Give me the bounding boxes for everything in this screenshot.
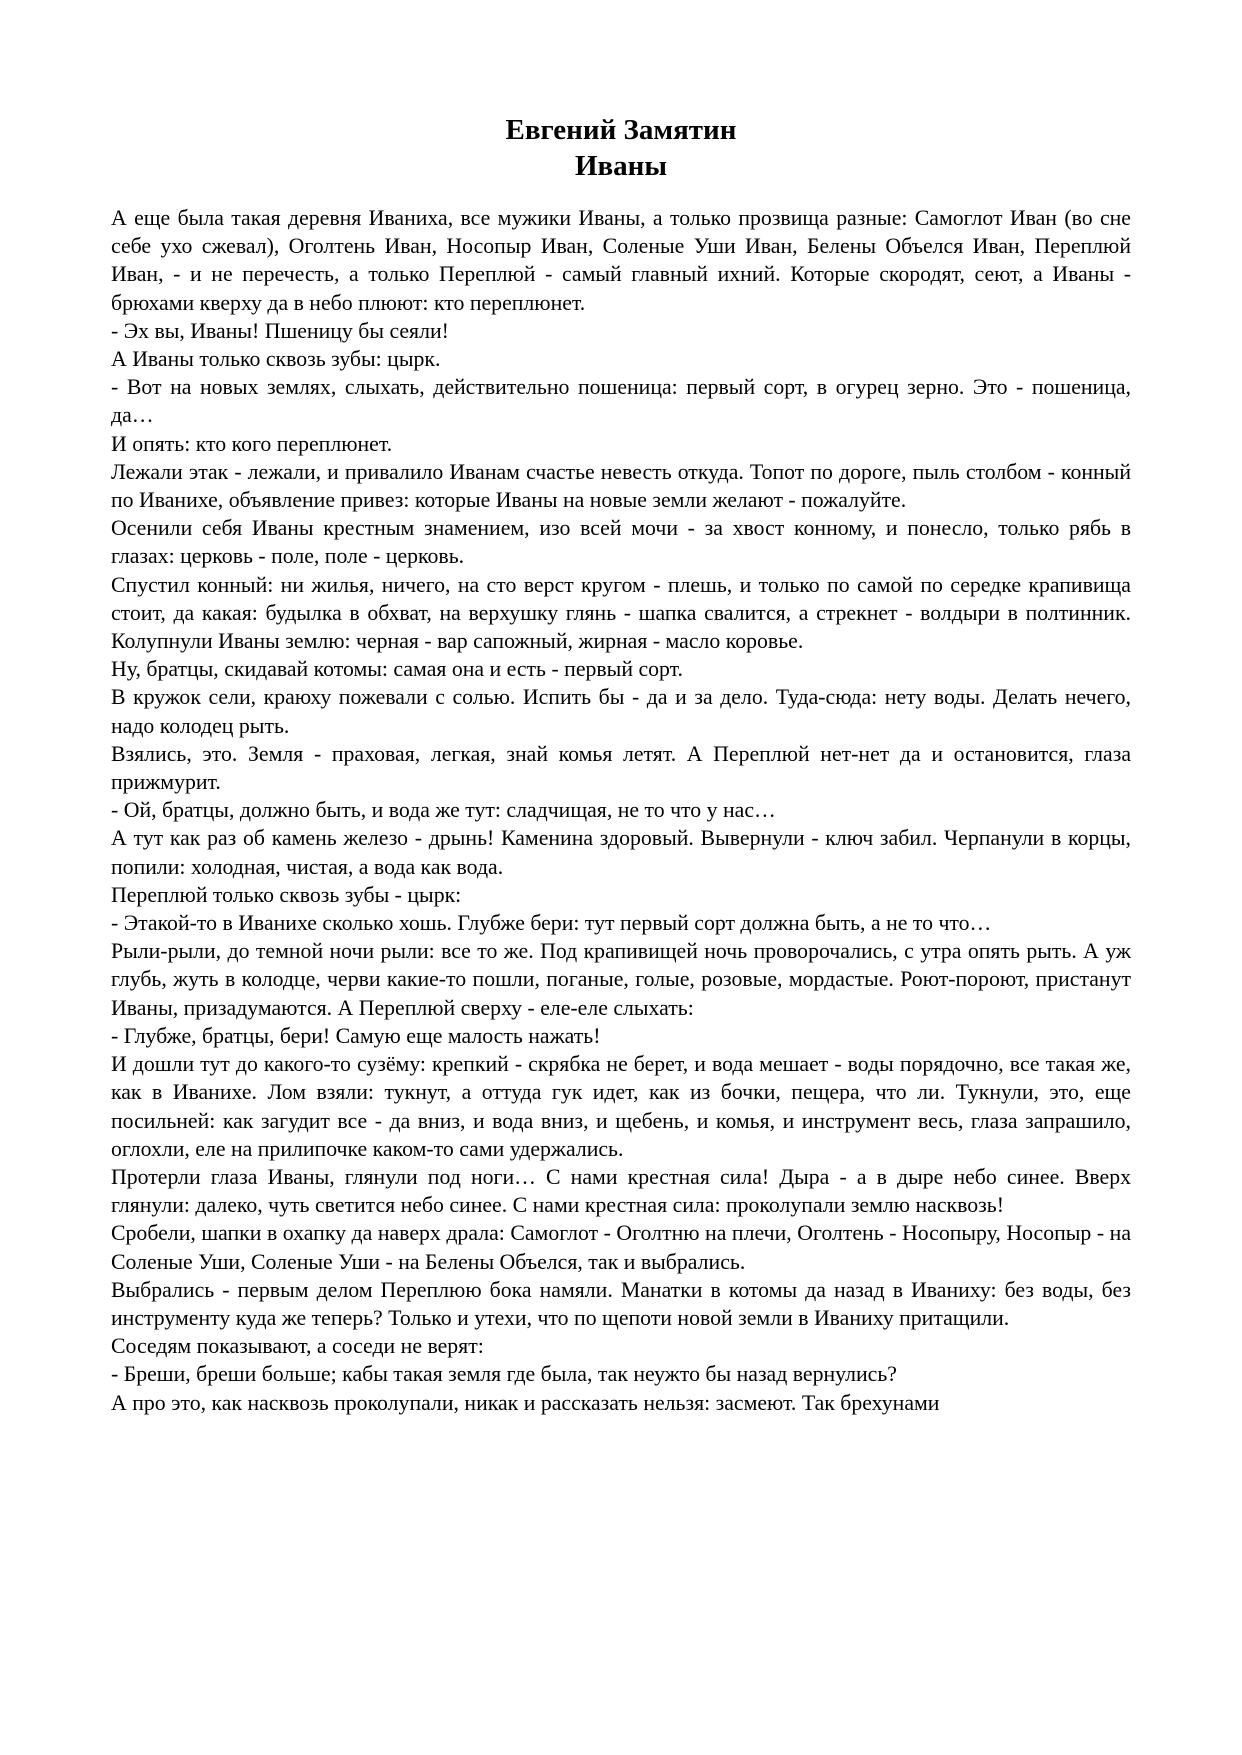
story-body xyxy=(111,204,1131,1417)
paragraph: Протерли глаза Иваны, глянули под ноги… С нами крестная сила! Дыра - а в дыре небо синее. Вверх глянули: далеко, чуть светится небо синее. С нами крестная сила: проколупали землю насквозь! xyxy=(111,1164,1131,1218)
paragraph: - Эх вы, Иваны! Пшеницу бы сеяли! xyxy=(111,318,449,343)
document-page xyxy=(111,112,1131,1417)
paragraph: Спустил конный: ни жилья, ничего, на сто верст кругом - плешь, и только по самой по середке крапивища стоит, да какая: будылка в обхват, на верхушку глянь - шапка свалится, а стрекнет - волдыри в полтинник. Колупнули Иваны землю: черная - вар сапожный, жирная - масло коровье. xyxy=(111,572,1131,654)
paragraph: А тут как раз об камень железо - дрынь! Каменина здоровый. Вывернули - ключ забил. Черпанули в корцы, попили: холодная, чистая, а вода как вода. xyxy=(111,826,1131,879)
paragraph: Сробели, шапки в охапку да наверх драла: Самоглот - Оголтню на плечи, Оголтень - Носопыру, Носопыр - на Соленые Уши, Соленые Уши - на Белены Объелся, так и выбрались. xyxy=(111,1221,1131,1274)
paragraph: В кружок сели, краюху пожевали с солью. Испить бы - да и за дело. Туда-сюда: нету воды. Делать нечего, надо колодец рыть. xyxy=(111,685,1131,738)
paragraph: - Глубже, братцы, бери! Самую еще малость нажать! xyxy=(111,1023,601,1048)
paragraph: Выбрались - первым делом Переплюю бока намяли. Манатки в котомы да назад в Иваниху: без воды, без инструменту куда же теперь? Только и утехи, что по щепоти новой земли в Иваниху притащили. xyxy=(111,1277,1131,1330)
paragraph: А Иваны только сквозь зубы: цырк. xyxy=(111,347,441,372)
paragraph: Лежали этак - лежали, и привалило Иванам счастье невесть откуда. Топот по дороге, пыль столбом - конный по Иванихе, объявление привез: которые Иваны на новые земли желают - пожалуйте. xyxy=(111,459,1131,513)
paragraph: И опять: кто кого переплюнет. xyxy=(111,431,393,456)
author-name: Евгений Замятин xyxy=(505,114,737,146)
paragraph: А еще была такая деревня Иваниха, все мужики Иваны, а только прозвища разные: Самоглот Иван (во сне себе ухо сжевал), Оголтень Иван, Носопыр Иван, Соленые Уши Иван, Белены Объелся Иван, Переплюй Иван, - и не перечесть, а только Переплюй - самый главный ихний. Которые скородят, сеют, а Иваны - брюхами кверху да в небо плюют: кто переплюнет. xyxy=(111,206,1131,315)
paragraph: Переплюй только сквозь зубы - цырк: xyxy=(111,882,462,907)
story-title: Иваны xyxy=(574,150,668,182)
paragraph: - Ой, братцы, должно быть, и вода же тут: сладчищая, не то что у нас… xyxy=(111,798,776,823)
paragraph: Рыли-рыли, до темной ночи рыли: все то же. Под крапивищей ночь проворочались, с утра опять рыть. А уж глубь, жуть в колодце, черви какие-то пошли, поганые, голые, розовые, мордастые. Роют-пороют, пристанут Иваны, призадумаются. А Переплюй сверху - еле-еле слыхать: xyxy=(111,939,1131,1020)
paragraph: Ну, братцы, скидавай котомы: самая она и есть - первый сорт. xyxy=(111,657,683,682)
paragraph: - Этакой-то в Иванихе сколько хошь. Глубже бери: тут первый сорт должна быть, а не то что… xyxy=(111,911,992,936)
paragraph: Взялись, это. Земля - праховая, легкая, знай комья летят. А Переплюй нет-нет да и остановится, глаза прижмурит. xyxy=(111,741,1131,795)
paragraph: Осенили себя Иваны крестным знамением, изо всей мочи - за хвост конному, и понесло, только рябь в глазах: церковь - поле, поле - церковь. xyxy=(111,516,1131,569)
paragraph: И дошли тут до какого-то сузёму: крепкий - скрябка не берет, и вода мешает - воды порядочно, все такая же, как в Иванихе. Лом взяли: тукнут, а оттуда гук идет, как из бочки, пещера, что ли. Тукнули, это, еще посильней: как загудит все - да вниз, и вода вниз, и щебень, и комья, и инструмент весь, глаза запрашило, оглохли, еле на прилипочке каком-то сами удержались. xyxy=(111,1052,1131,1161)
paragraph: - Вот на новых землях, слыхать, действительно пошеница: первый сорт, в огурец зерно. Это - пошеница, да… xyxy=(111,375,1131,428)
paragraph: А про это, как насквозь проколупали, никак и рассказать нельзя: засмеют. Так брехунами xyxy=(111,1390,940,1415)
paragraph: Соседям показывают, а соседи не верят: xyxy=(111,1334,484,1359)
paragraph: - Бреши, бреши больше; кабы такая земля где была, так неужто бы назад вернулись? xyxy=(111,1362,897,1387)
